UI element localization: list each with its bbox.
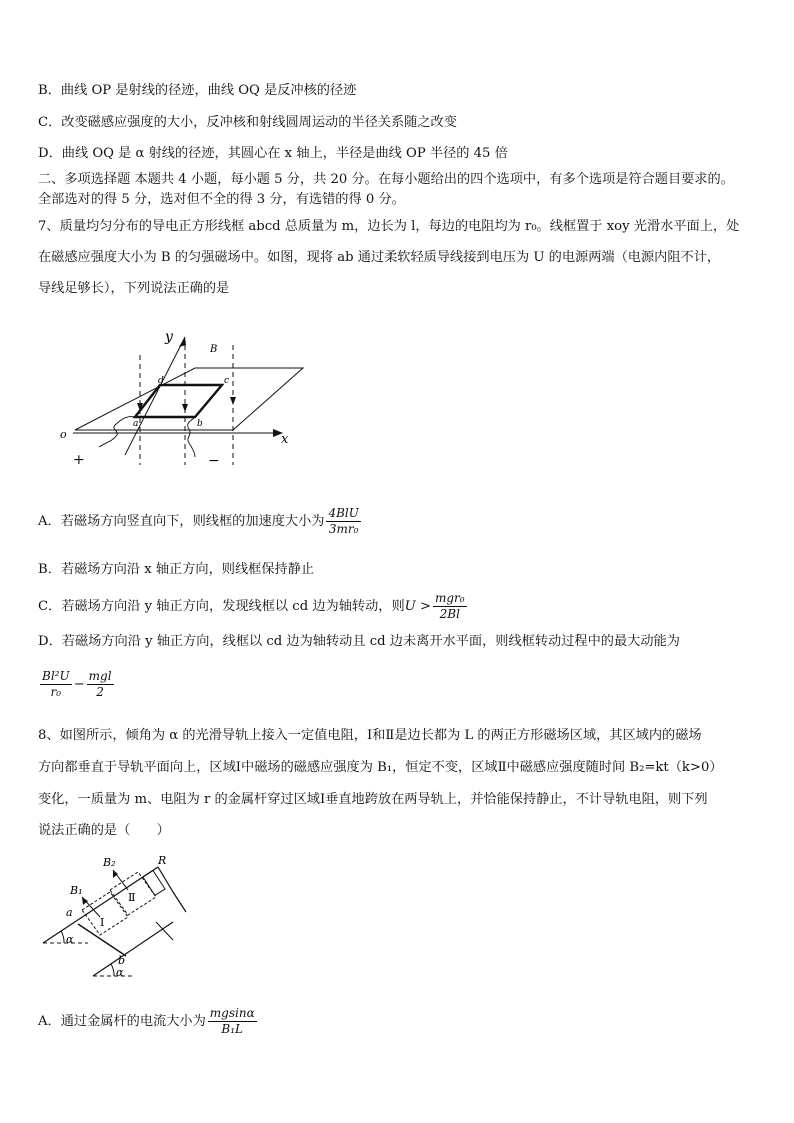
fig8-label-b2: B₂	[103, 856, 116, 869]
option-b-prev: B．曲线 OP 是射线的径迹，曲线 OQ 是反冲核的径迹	[38, 83, 357, 98]
fig8-label-alpha-2: α	[116, 966, 124, 979]
q7-line-2: 在磁感应强度大小为 B 的匀强磁场中。如图，现将 ab 通过柔软轻质导线接到电压为 U 的电源两端（电源内阻不计，	[38, 250, 721, 265]
q8-option-a	[38, 1005, 259, 1039]
q7-option-c	[38, 590, 469, 624]
fig7-label-a: a	[133, 419, 139, 429]
q7-line-1: 7、质量均匀分布的导电正方形线框 abcd 总质量为 m，边长为 l，每边的电阻均为 r₀。线框置于 xoy 光滑水平面上，处	[38, 219, 740, 234]
q7-option-d: D．若磁场方向沿 y 轴正方向，线框以 cd 边为轴转动且 cd 边未离开水平面，则线框转动过程中的最大动能为	[38, 634, 680, 649]
option-d-prev: D．曲线 OQ 是 α 射线的径迹，其圆心在 x 轴上，半径是曲线 OP 半径的 45 倍	[38, 146, 508, 161]
q7-option-d-fraction-2	[87, 669, 114, 700]
q7-option-d-minus: −	[73, 677, 85, 692]
q7-option-d-formula	[38, 665, 116, 705]
q8-option-a-fraction	[208, 1006, 257, 1037]
fig7-label-d: d	[158, 376, 164, 386]
fig7-label-minus: −	[208, 453, 220, 469]
q8-line-4: 说法正确的是（ ）	[38, 823, 170, 838]
q8-option-a-num: mgsinα	[209, 1006, 255, 1020]
option-c-prev: C．改变磁感应强度的大小，反冲核和射线圆周运动的半径关系随之改变	[38, 115, 457, 130]
q8-option-a-text: A．通过金属杆的电流大小为	[38, 1014, 206, 1029]
q7-option-b: B．若磁场方向沿 x 轴正方向，则线框保持静止	[38, 562, 315, 577]
fig7-label-b-field: B	[210, 344, 218, 355]
q7-option-a-num: 4BlU	[328, 506, 359, 520]
q7-option-d-fraction-1	[40, 669, 72, 700]
fig8-label-alpha-1: α	[66, 933, 74, 946]
q7-option-d-num-1: Bl²U	[42, 669, 70, 683]
q8-line-1: 8、如图所示，倾角为 α 的光滑导轨上接入一定值电阻，Ⅰ和Ⅱ是边长都为 L 的两正方形磁场区域，其区域内的磁场	[38, 728, 702, 743]
q8-option-a-den: B₁L	[221, 1022, 244, 1036]
q8-figure	[38, 852, 188, 987]
fig7-label-c: c	[224, 376, 230, 386]
q7-figure	[55, 325, 315, 470]
section-scoring: 全部选对的得 5 分，选对但不全的得 3 分，有选错的得 0 分。	[38, 192, 405, 207]
fig8-label-r: R	[158, 854, 167, 867]
q7-option-a-den: 3mr₀	[328, 522, 359, 536]
fig7-label-plus: +	[73, 452, 85, 468]
section-heading: 二、多项选择题 本题共 4 小题，每小题 5 分，共 20 分。在每小题给出的四个选项中，有多个选项是符合题目要求的。	[38, 172, 734, 187]
fig8-label-a: a	[66, 906, 73, 919]
q7-option-d-den-1: r₀	[50, 685, 62, 699]
q7-line-3: 导线足够长），下列说法正确的是	[38, 281, 230, 296]
fig7-label-b: b	[197, 419, 203, 429]
q7-option-a	[38, 505, 363, 539]
q8-line-2: 方向都垂直于导轨平面向上，区域Ⅰ中磁场的磁感应强度为 B₁，恒定不变，区域Ⅱ中磁感应强度随时间 B₂=kt（k>0）	[38, 760, 723, 775]
q7-option-d-num-2: mgl	[88, 669, 112, 683]
q7-option-c-fraction	[433, 591, 467, 622]
q7-option-d-den-2: 2	[96, 685, 104, 699]
q7-option-c-text: C．若磁场方向沿 y 轴正方向，发现线框以 cd 边为轴转动，则	[38, 599, 405, 614]
fig7-label-o: o	[60, 428, 67, 441]
q8-line-3: 变化，一质量为 m、电阻为 r 的金属杆穿过区域Ⅰ垂直地跨放在两导轨上，并恰能保持静止，不计导轨电阻，则下列	[38, 792, 708, 807]
q7-option-c-relation: U >	[404, 599, 431, 614]
fig7-label-x: x	[281, 432, 289, 447]
q7-option-c-num: mgr₀	[435, 591, 465, 605]
fig8-label-region-i: Ⅰ	[100, 916, 105, 929]
fig8-label-b1: B₁	[70, 884, 83, 897]
q7-option-c-den: 2Bl	[439, 607, 460, 621]
q7-option-a-fraction	[326, 506, 360, 537]
fig8-label-b: b	[118, 954, 126, 967]
fig8-label-region-ii: Ⅱ	[128, 891, 136, 904]
fig7-label-y: y	[165, 329, 173, 345]
q7-option-a-text: A．若磁场方向竖直向下，则线框的加速度大小为	[38, 514, 325, 529]
